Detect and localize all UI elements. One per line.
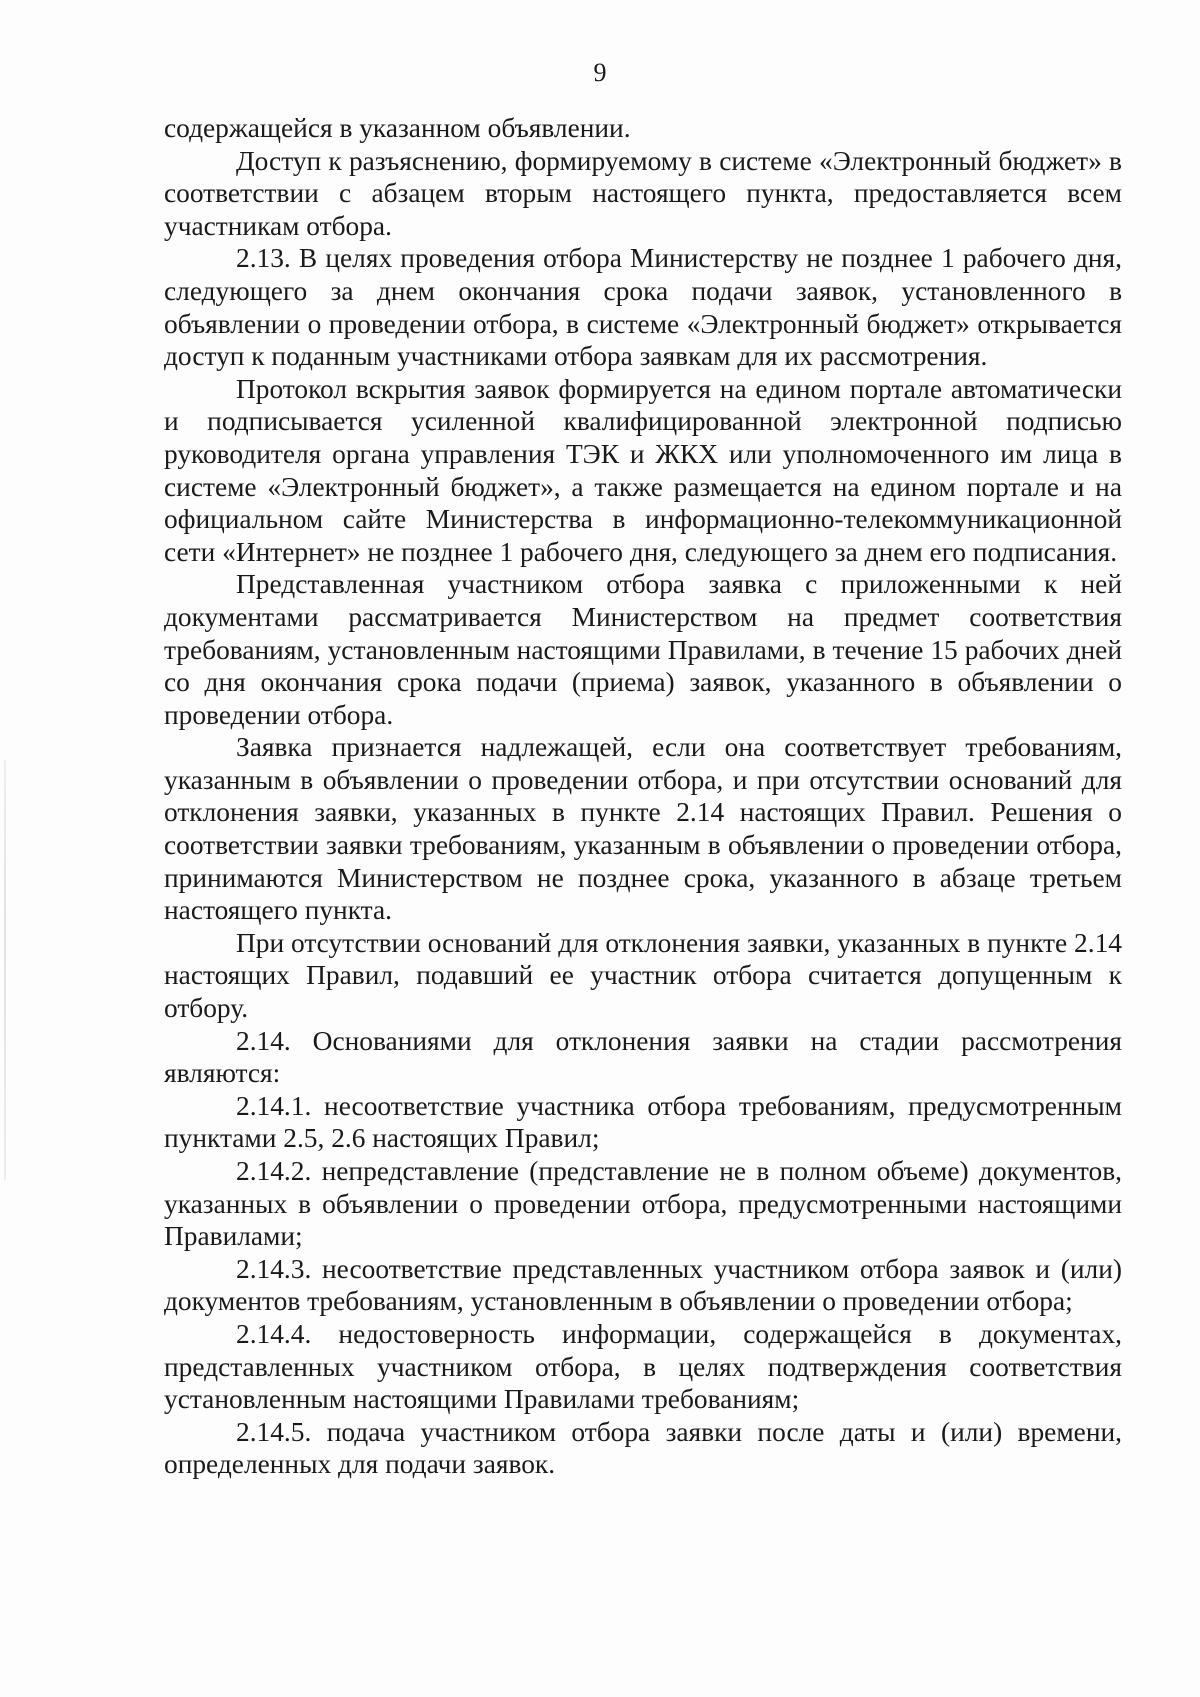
list-item: 2.14.1. несоответствие участника отбора требованиям, предусмотренным пунктами 2.5, 2.6 настоящих Правил; — [164, 1090, 1122, 1154]
document-body — [164, 112, 1122, 1481]
paragraph: содержащейся в указанном объявлении. — [164, 113, 631, 143]
paragraph: Представленная участником отбора заявка с приложенными к ней документами рассматривается Министерством на предмет соответствия требованиям, установленным настоящими Правилами, в течение 15 рабочих дней со дня окончания срока подачи (приема) заявок, указанного в объявлении о проведении отбора. — [164, 569, 1122, 730]
list-item: 2.14.3. несоответствие представленных участником отбора заявок и (или) документов требованиям, установленным в объявлении о проведении отбора; — [164, 1253, 1122, 1317]
paragraph: Протокол вскрытия заявок формируется на едином портале автоматически и подписывается усиленной квалифицированной электронной подписью руководителя органа управления ТЭК и ЖКХ или уполномоченного им лица в системе «Электронный бюджет», а также размещается на едином портале и на официальном сайте Министерства в информационно-телекоммуникационной сети «Интернет» не позднее 1 рабочего дня, следующего за днем его подписания. — [164, 373, 1122, 567]
list-item: 2.14.5. подача участником отбора заявки после даты и (или) времени, определенных для подачи заявок. — [164, 1416, 1122, 1480]
paragraph: 2.13. В целях проведения отбора Министерству не позднее 1 рабочего дня, следующего за днем окончания срока подачи заявок, установленного в объявлении о проведении отбора, в системе «Электронный бюджет» открывается доступ к поданным участниками отбора заявкам для их рассмотрения. — [164, 243, 1122, 372]
list-item: 2.14.2. непредставление (представление не в полном объеме) документов, указанных в объявлении о проведении отбора, предусмотренными настоящими Правилами; — [164, 1156, 1122, 1252]
paragraph: При отсутствии оснований для отклонения заявки, указанных в пункте 2.14 настоящих Правил, подавший ее участник отбора считается допущенным к отбору. — [164, 927, 1122, 1024]
section-heading-paragraph: 2.14. Основаниями для отклонения заявки на стадии рассмотрения являются: — [164, 1025, 1122, 1089]
paragraph: Доступ к разъяснению, формируемому в системе «Электронный бюджет» в соответствии с абзацем вторым настоящего пункта, предоставляется всем участникам отбора. — [164, 145, 1122, 241]
list-item: 2.14.4. недостоверность информации, содержащейся в документах, представленных участником отбора, в целях подтверждения соответствия установленным настоящими Правилами требованиям; — [164, 1318, 1122, 1415]
scan-edge-mark — [4, 760, 6, 1180]
page-number: 9 — [593, 58, 607, 87]
paragraph: Заявка признается надлежащей, если она соответствует требованиям, указанным в объявлении о проведении отбора, и при отсутствии оснований для отклонения заявки, указанных в пункте 2.14 настоящих Правил. Решения о соответствии заявки требованиям, указанным в объявлении о проведении отбора, принимаются Министерством не позднее срока, указанного в абзаце третьем настоящего пункта. — [164, 732, 1122, 926]
